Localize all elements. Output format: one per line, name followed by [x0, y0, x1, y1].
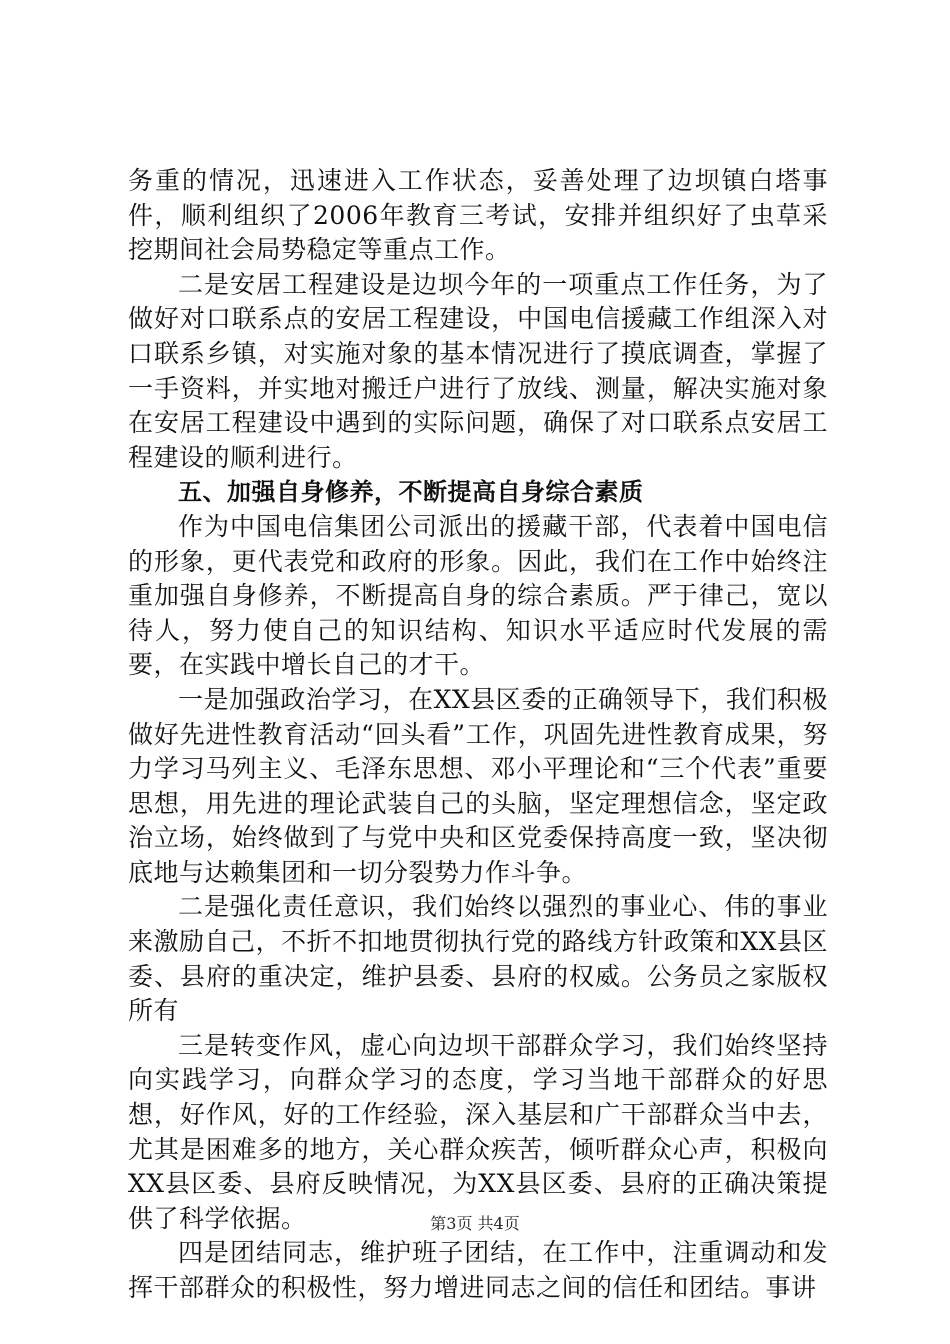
- document-body: [128, 164, 828, 1306]
- page-number: 第3页 共4页: [430, 1214, 520, 1233]
- paragraph-6: 三是转变作风，虚心向边坝干部群众学习，我们始终坚持向实践学习，向群众学习的态度，学习当地干部群众的好思想，好作风，好的工作经验，深入基层和广干部群众当中去，尤其是困难多的地方，关心群众疾苦，倾听群众心声，积极向XX县区委、县府反映情况，为XX县区委、县府的正确决策提供了科学依据。: [128, 1030, 828, 1233]
- page-footer: [0, 1214, 950, 1234]
- paragraph-2: 二是安居工程建设是边坝今年的一项重点工作任务，为了做好对口联系点的安居工程建设，中国电信援藏工作组深入对口联系乡镇，对实施对象的基本情况进行了摸底调查，掌握了一手资料，并实地对搬迁户进行了放线、测量，解决实施对象在安居工程建设中遇到的实际问题，确保了对口联系点安居工程建设的顺利进行。: [128, 269, 828, 472]
- paragraph-3: 作为中国电信集团公司派出的援藏干部，代表着中国电信的形象，更代表党和政府的形象。因此，我们在工作中始终注重加强自身修养，不断提高自身的综合素质。严于律己，宽以待人，努力使自己的知识结构、知识水平适应时代发展的需要，在实践中增长自己的才干。: [128, 511, 828, 680]
- paragraph-1: 务重的情况，迅速进入工作状态，妥善处理了边坝镇白塔事件，顺利组织了2006年教育三考试，安排并组织好了虫草采挖期间社会局势稳定等重点工作。: [128, 166, 828, 265]
- section-heading: 五、加强自身修养，不断提高自身综合素质: [178, 478, 644, 507]
- paragraph-7: 四是团结同志，维护班子团结，在工作中，注重调动和发挥干部群众的积极性，努力增进同志之间的信任和团结。事讲: [128, 1238, 828, 1302]
- paragraph-5: 二是强化责任意识，我们始终以强烈的事业心、伟的事业来激励自己，不折不扣地贯彻执行党的路线方针政策和XX县区委、县府的重决定，维护县委、县府的权威。公务员之家版权所有: [128, 892, 828, 1026]
- paragraph-4: 一是加强政治学习，在XX县区委的正确领导下，我们积极做好先进性教育活动“回头看”工作，巩固先进性教育成果，努力学习马列主义、毛泽东思想、邓小平理论和“三个代表”重要思想，用先进的理论武装自己的头脑，坚定理想信念，坚定政治立场，始终做到了与党中央和区党委保持高度一致，坚决彻底地与达赖集团和一切分裂势力作斗争。: [128, 684, 828, 887]
